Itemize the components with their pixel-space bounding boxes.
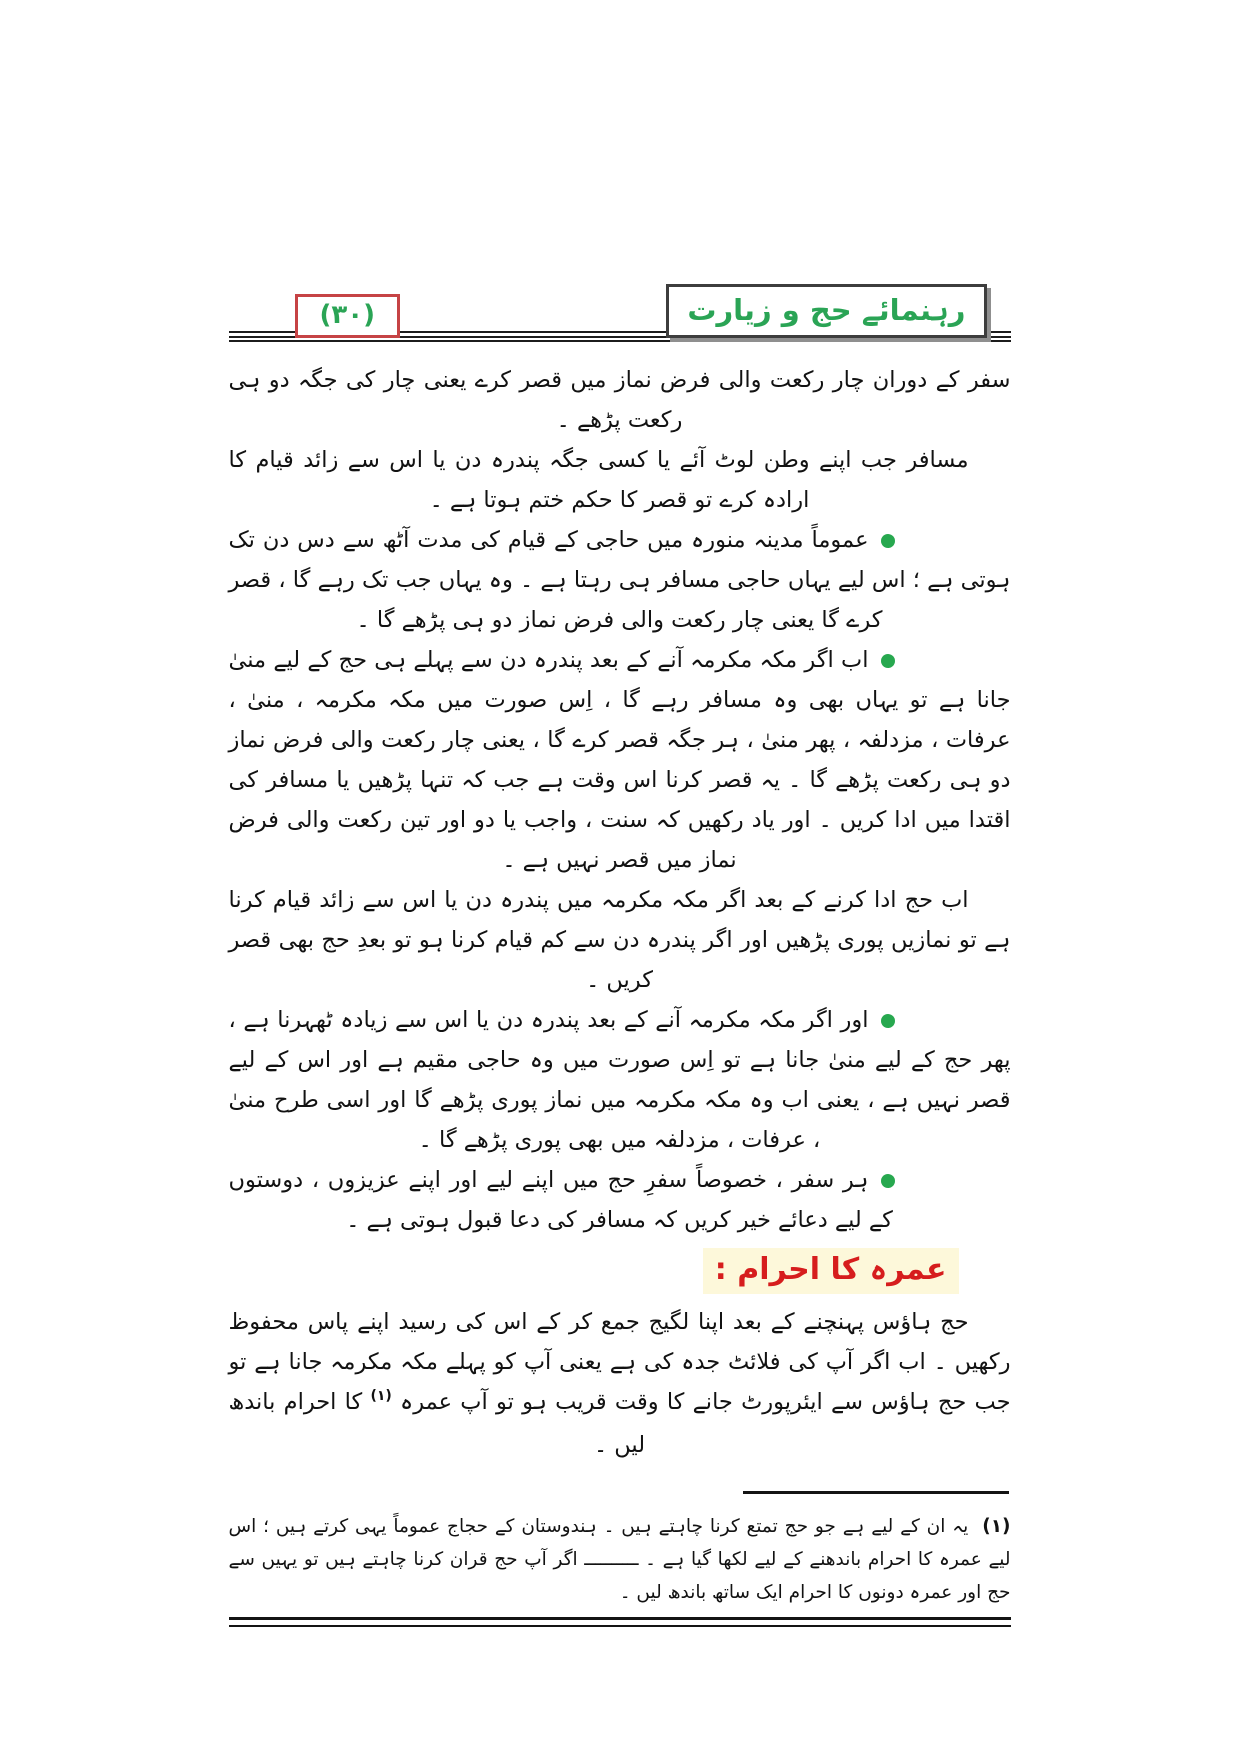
- bullet-dot-icon: [881, 1014, 895, 1028]
- bullet-text: عموماً مدینہ منورہ میں حاجی کے قیام کی مدت آٹھ سے دس دن تک ہوتی ہے ؛ اس لیے یہاں حاجی مسافر ہی رہتا ہے ۔ وہ یہاں جب تک رہے گا ، قصر کرے گا یعنی چار رکعت والی فرض نماز دو ہی پڑھے گا ۔: [228, 527, 1011, 633]
- book-title: رہنمائے حج و زیارت: [687, 293, 966, 327]
- footnote: [229, 1510, 1011, 1609]
- bullet-text: اور اگر مکہ مکرمہ آنے کے بعد پندرہ دن یا اس سے زیادہ ٹھہرنا ہے ، پھر حج کے لیے منیٰ جانا ہے تو اِس صورت میں وہ حاجی مقیم ہے اور اس کے لیے قصر نہیں ہے ، یعنی اب وہ مکہ مکرمہ میں نماز پوری پڑھے گا اور اسی طرح منیٰ ، عرفات ، مزدلفہ میں بھی پوری پڑھے گا ۔: [228, 1007, 1011, 1153]
- bullet-item: [229, 1160, 1011, 1240]
- bullet-dot-icon: [881, 654, 895, 668]
- paragraph-text: کا احرام باندھ لیں ۔: [228, 1389, 646, 1458]
- bullet-item: [229, 1000, 1011, 1160]
- bullet-text: اب اگر مکہ مکرمہ آنے کے بعد پندرہ دن سے پہلے ہی حج کے لیے منیٰ جانا ہے تو یہاں بھی وہ مسافر رہے گا ، اِس صورت میں مکہ مکرمہ ، منیٰ ، عرفات ، مزدلفہ ، پھر منیٰ ، ہر جگہ قصر کرے گا ، یعنی چار رکعت والی فرض نماز دو ہی رکعت پڑھے گا ۔ یہ قصر کرنا اس وقت ہے جب کہ تنہا پڑھیں یا مسافر کی اقتدا میں ادا کریں ۔ اور یاد رکھیں کہ سنت ، واجب یا دو اور تین رکعت والی فرض نماز میں قصر نہیں ہے ۔: [228, 647, 1011, 873]
- footnote-separator-rule: [743, 1491, 1009, 1494]
- body-paragraph: سفر کے دوران چار رکعت والی فرض نماز میں قصر کرے یعنی چار کی جگہ دو ہی رکعت پڑھے ۔: [228, 367, 1011, 433]
- book-title-box: [666, 284, 986, 338]
- footnote-marker: (۱): [982, 1516, 1011, 1537]
- page-number-badge: [295, 294, 401, 338]
- bullet-item: [229, 640, 1011, 880]
- section-heading-text: عمرہ کا احرام :: [703, 1248, 959, 1294]
- body-paragraph: مسافر جب اپنے وطن لوٹ آئے یا کسی جگہ پندرہ دن یا اس سے زائد قیام کا ارادہ کرے تو قصر کا حکم ختم ہوتا ہے ۔: [228, 447, 969, 513]
- body-paragraph: اب حج ادا کرنے کے بعد اگر مکہ مکرمہ میں پندرہ دن یا اس سے زائد قیام کرنا ہے تو نمازیں پوری پڑھیں اور اگر پندرہ دن سے کم قیام کرنا ہو تو بعدِ حج بھی قصر کریں ۔: [228, 887, 1011, 993]
- page-number: (۳۰): [319, 300, 376, 330]
- paragraph-text: حج ہاؤس پہنچنے کے بعد اپنا لگیج جمع کر کے اس کی رسید اپنے پاس محفوظ رکھیں ۔ اب اگر آپ کی فلائٹ جدہ کی ہے یعنی آپ کو پہلے مکہ مکرمہ جانا ہے تو جب حج ہاؤس سے ایئرپورٹ جانے کا وقت قریب ہو تو آپ عمرہ: [228, 1309, 1011, 1415]
- bullet-dot-icon: [881, 534, 895, 548]
- page-bottom-double-rule: [229, 1617, 1011, 1627]
- section-heading-umrah-ihram: [229, 1248, 959, 1294]
- body-text: [229, 360, 1011, 1465]
- footnote-reference-marker: (۱): [370, 1388, 392, 1404]
- footnote-text: یہ ان کے لیے ہے جو حج تمتع کرنا چاہتے ہیں ۔ ہندوستان کے حجاج عموماً یہی کرتے ہیں ؛ اس لیے عمرہ کا احرام باندھنے کے لیے لکھا گیا ہے ۔ ــــــــــ اگر آپ حج قران کرنا چاہتے ہیں تو یہیں سے حج اور عمرہ دونوں کا احرام ایک ساتھ باندھ لیں ۔: [228, 1516, 1011, 1603]
- bullet-dot-icon: [881, 1174, 895, 1188]
- bullet-text: ہر سفر ، خصوصاً سفرِ حج میں اپنے لیے اور اپنے عزیزوں ، دوستوں کے لیے دعائے خیر کریں کہ مسافر کی دعا قبول ہوتی ہے ۔: [228, 1167, 893, 1233]
- body-paragraph: [229, 1302, 1011, 1465]
- page-content: [229, 0, 1011, 1627]
- bullet-item: [229, 520, 1011, 640]
- page-header: [229, 288, 1011, 346]
